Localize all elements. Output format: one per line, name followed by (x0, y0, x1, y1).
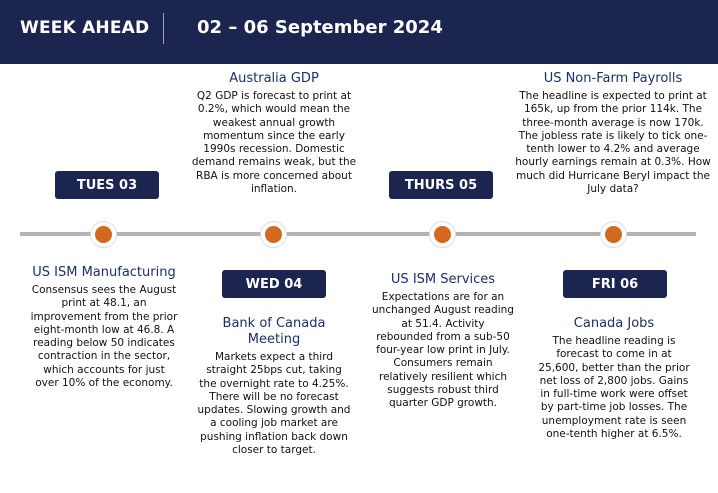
event-title: US ISM Services (390, 272, 496, 287)
event-body: Consensus sees the August print at 48.1, an improvement from the prior eight-month low at 46.8. A reading below 50 indicates contraction in the sector, which accounts for just over 10% of the economy. (30, 284, 178, 390)
event-title: Australia GDP (229, 71, 319, 86)
day-label-wed: WED 04 (222, 270, 326, 298)
event-body: Q2 GDP is forecast to print at 0.2%, which would mean the weakest annual growth momentum since the early 1990s recession. Domestic demand remains weak, but the RBA is more concerned about inflation. (191, 90, 357, 196)
header-divider (163, 13, 164, 44)
day-label-fri: FRI 06 (563, 270, 667, 298)
event-title: US ISM Manufacturing (32, 265, 176, 280)
event-us-ism-services (372, 272, 514, 411)
event-body: The headline is expected to print at 165k, up from the prior 114k. The three-month average is now 170k. The jobless rate is likely to tick one-tenth lower to 4.2% and average hourly earnings remain at 0.3%. How much did Hurricane Beryl impact the July data? (515, 90, 711, 196)
event-body: Expectations are for an unchanged August reading at 51.4. Activity rebounded from a sub-50 four-year low print in July. Consumers remain relatively resilient which suggests robust third quarter GDP growth. (372, 291, 514, 410)
header-bar (0, 0, 718, 64)
timeline-marker (430, 222, 455, 247)
day-label-tues: TUES 03 (55, 171, 159, 199)
timeline-marker (601, 222, 626, 247)
event-us-ism-manufacturing (30, 265, 178, 390)
event-body: Markets expect a third straight 25bps cut, taking the overnight rate to 4.25%. There will be no forecast updates. Slowing growth and a cooling job market are pushing inflation back down closer to target. (197, 351, 351, 457)
event-canada-jobs (538, 316, 690, 441)
page-title: WEEK AHEAD (20, 18, 150, 38)
date-range: 02 – 06 September 2024 (197, 17, 443, 38)
timeline-line (20, 232, 696, 236)
event-title: Canada Jobs (573, 316, 655, 331)
day-label-thurs: THURS 05 (389, 171, 493, 199)
event-body: The headline reading is forecast to come in at 25,600, better than the prior net loss of 2,800 jobs. Gains in full-time work were offset by part-time job losses. The unemployment rate is seen one-tenth higher at 6.5%. (538, 335, 690, 441)
event-australia-gdp (188, 71, 360, 196)
timeline-marker (261, 222, 286, 247)
event-us-nfp (512, 71, 714, 196)
timeline-marker (91, 222, 116, 247)
event-boc-meeting (196, 316, 352, 457)
event-title: Bank of Canada Meeting (222, 316, 326, 347)
event-title: US Non-Farm Payrolls (543, 71, 683, 86)
